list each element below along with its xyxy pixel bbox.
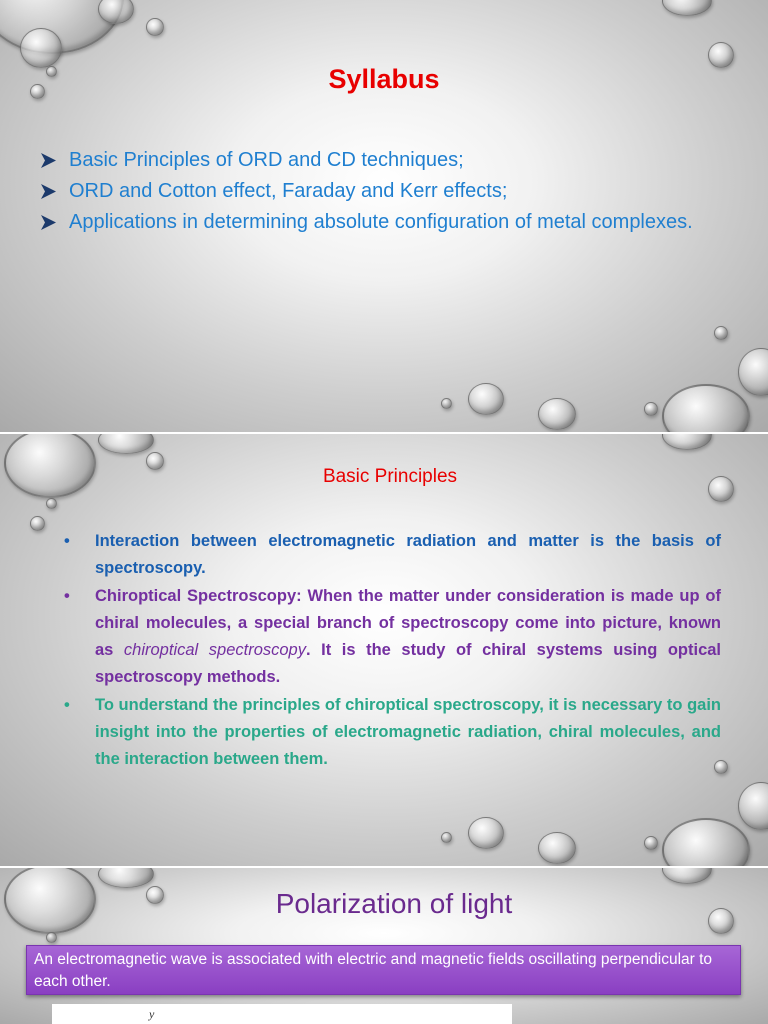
list-item: Applications in determining absolute configuration of metal complexes. — [40, 207, 730, 238]
water-drop-icon — [662, 384, 750, 432]
water-drop-icon — [662, 818, 750, 866]
callout-box: An electromagnetic wave is associated with electric and magnetic fields oscillating perpendicular to each other. — [26, 945, 741, 995]
water-drop-icon — [644, 402, 658, 416]
slide-basic-principles — [0, 434, 768, 866]
arrow-bullet-icon — [40, 183, 57, 200]
dot-bullet-icon: • — [64, 695, 70, 714]
water-drop-icon — [538, 398, 576, 430]
water-drop-icon — [98, 868, 154, 888]
water-drop-icon — [738, 348, 768, 396]
principles-list — [64, 528, 721, 774]
list-item: Basic Principles of ORD and CD techniques; — [40, 145, 730, 176]
slide-syllabus — [0, 0, 768, 432]
arrow-bullet-icon — [40, 214, 57, 231]
list-item: ORD and Cotton effect, Faraday and Kerr effects; — [40, 176, 730, 207]
water-drop-icon — [468, 383, 504, 415]
water-drop-icon — [441, 832, 452, 843]
water-drop-icon — [738, 782, 768, 830]
axis-label: y — [149, 1007, 155, 1021]
water-drop-icon — [468, 817, 504, 849]
water-drop-icon — [714, 326, 728, 340]
slide-title: Basic Principles — [322, 466, 458, 487]
water-drop-icon — [98, 0, 134, 24]
list-item: • Interaction between electromagnetic radiation and matter is the basis of spectroscopy. — [64, 528, 721, 583]
syllabus-list — [40, 145, 730, 238]
water-drop-icon — [644, 836, 658, 850]
arrow-bullet-icon — [40, 152, 57, 169]
water-drop-icon — [46, 932, 57, 943]
slide-polarization — [0, 868, 768, 1024]
water-drop-icon — [146, 18, 164, 36]
wave-figure — [52, 1004, 512, 1024]
water-drop-icon — [98, 434, 154, 454]
water-drop-icon — [30, 516, 45, 531]
list-item: • Chiroptical Spectroscopy: When the matter under consideration is made up of chiral molecules, a special branch of spectroscopy come into picture, known as chiroptical spectroscopy. It is the study of chiral systems using optical spectroscopy methods. — [64, 583, 721, 692]
slide-title: Polarization of light — [275, 888, 513, 919]
dot-bullet-icon: • — [64, 586, 70, 605]
dot-bullet-icon: • — [64, 532, 70, 550]
slide-title: Syllabus — [328, 64, 440, 94]
water-drop-icon — [538, 832, 576, 864]
water-drop-icon — [20, 28, 62, 68]
list-item: • To understand the principles of chiroptical spectroscopy, it is necessary to gain insight into the properties of electromagnetic radiation, chiral molecules, and the interaction between them. — [64, 692, 721, 774]
water-drop-icon — [46, 498, 57, 509]
water-drop-icon — [441, 398, 452, 409]
water-drop-icon — [662, 434, 712, 450]
water-drop-icon — [662, 868, 712, 884]
water-drop-icon — [662, 0, 712, 16]
